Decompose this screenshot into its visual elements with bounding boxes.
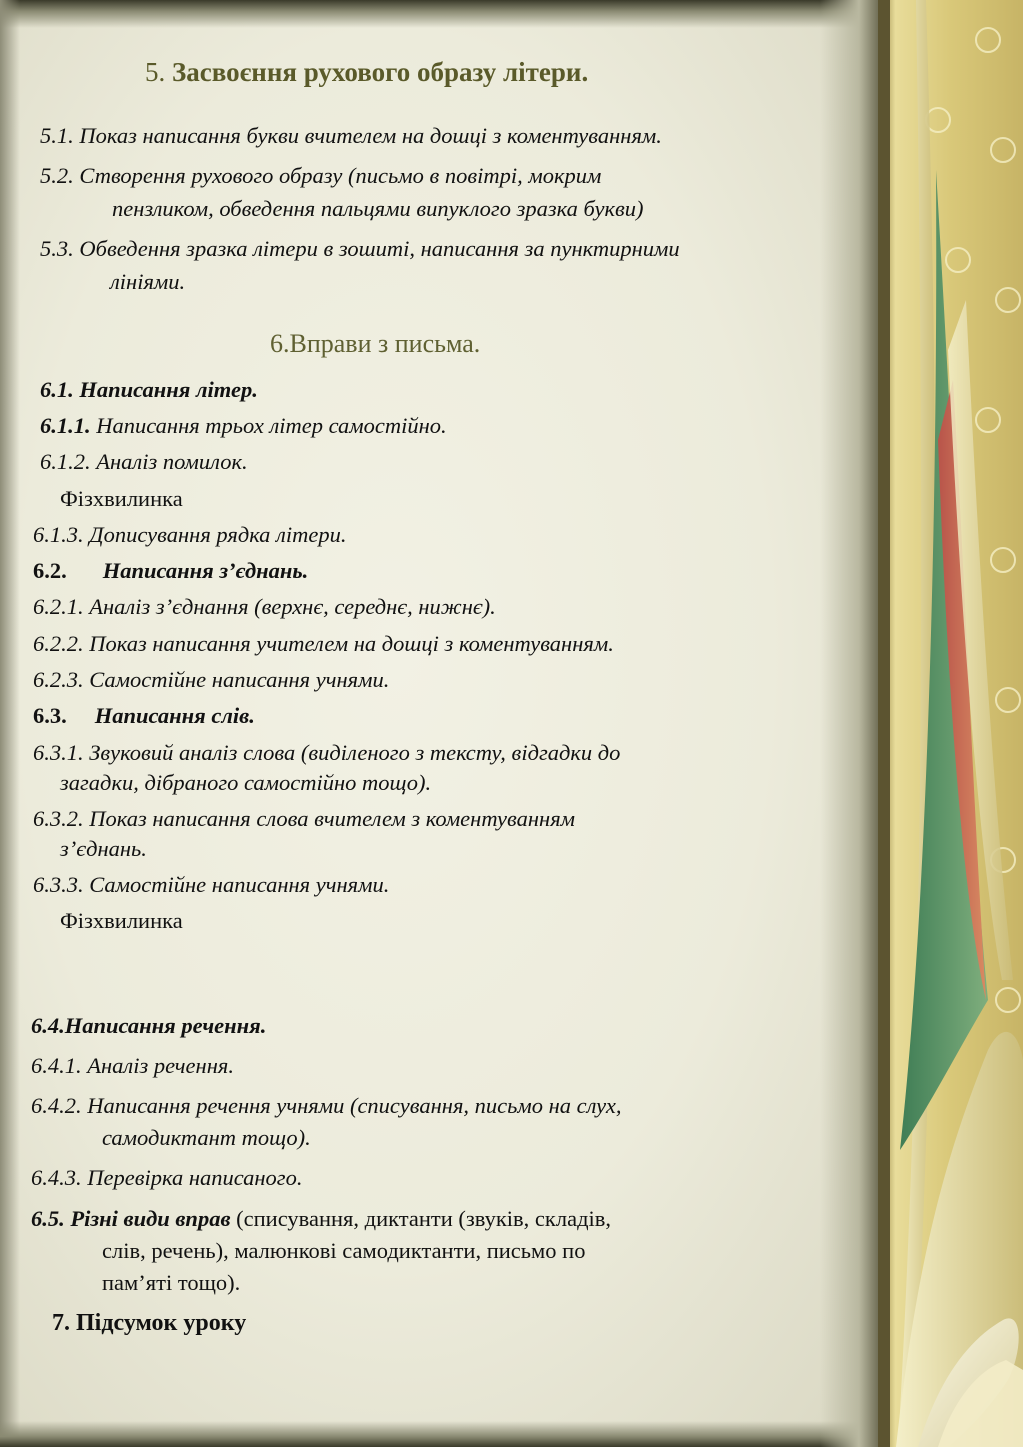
item-6-5-line3: пам’яті тощо). (102, 1270, 241, 1295)
item-6-3-2-line1: 6.3.2. Показ написання слова вчителем з коментуванням (33, 806, 576, 831)
item-6-3-3: 6.3.3. Самостійне написання учнями. (33, 872, 390, 897)
item-6-5-line2: слів, речень), малюнкові самодиктанти, письмо по (102, 1238, 586, 1263)
item-6-3-1-line1: 6.3.1. Звуковий аналіз слова (виділеного з тексту, відгадки до (33, 740, 621, 765)
item-6-4-2-line1: 6.4.2. Написання речення учнями (списування, письмо на слух, (31, 1093, 622, 1118)
left-shadow (0, 0, 20, 1447)
item-6-3-1-line2: загадки, дібраного самостійно тощо). (60, 770, 432, 795)
section-6-heading: 6.Вправи з письма. (270, 329, 481, 358)
fizkhvylynka-2: Фізхвилинка (60, 908, 183, 933)
item-5-1: 5.1. Показ написання букви вчителем на дошці з коментуванням. (40, 123, 662, 148)
item-6-3-text: Написання слів. (94, 703, 255, 728)
section-7-heading: 7. Підсумок уроку (52, 1310, 247, 1336)
item-6-1-1-text: Написання трьох літер самостійно. (90, 413, 447, 438)
item-6-2-text: Написання з’єднань. (102, 558, 309, 583)
item-6-2 (33, 555, 308, 587)
item-6-3 (33, 700, 255, 732)
fizkhvylynka-1: Фізхвилинка (60, 486, 183, 511)
item-6-3-number: 6.3. (33, 703, 67, 728)
item-6-1-3: 6.1.3. Дописування рядка літери. (33, 522, 347, 547)
item-6-1: 6.1. Написання літер. (40, 377, 258, 402)
item-6-4-1: 6.4.1. Аналіз речення. (31, 1053, 234, 1078)
right-shadow (820, 0, 880, 1447)
item-6-2-2: 6.2.2. Показ написання учителем на дошці з коментуванням. (33, 631, 614, 656)
item-6-2-number: 6.2. (33, 558, 67, 583)
section-5-title: Засвоєння рухового образу літери. (172, 57, 589, 87)
item-6-2-3: 6.2.3. Самостійне написання учнями. (33, 667, 390, 692)
item-6-4: 6.4.Написання речення. (31, 1013, 267, 1038)
item-6-3-2-line2: з’єднань. (60, 836, 147, 861)
item-6-4-2-line2: самодиктант тощо). (102, 1125, 311, 1150)
item-6-5-text-1: (списування, диктанти (звуків, складів, (230, 1206, 612, 1231)
item-6-1-2: 6.1.2. Аналіз помилок. (40, 449, 248, 474)
item-5-3-line2: лініями. (110, 269, 186, 294)
item-6-2-1: 6.2.1. Аналіз з’єднання (верхнє, середнє, нижнє). (33, 594, 496, 619)
top-shadow (0, 0, 880, 28)
item-5-3-line1: 5.3. Обведення зразка літери в зошиті, написання за пунктирними (40, 236, 680, 261)
item-6-4-3: 6.4.3. Перевірка написаного. (31, 1165, 303, 1190)
item-6-5-line1 (31, 1203, 611, 1235)
bottom-shadow (0, 1421, 880, 1447)
decorative-drape-border (878, 0, 1023, 1447)
item-5-2-line1: 5.2. Створення рухового образу (письмо в повітрі, мокрим (40, 163, 602, 188)
section-5-heading (145, 56, 588, 88)
item-6-1-1 (40, 410, 447, 442)
section-5-number: 5. (145, 57, 166, 87)
item-6-1-1-number: 6.1.1. (40, 413, 91, 438)
item-5-2-line2: пензликом, обведення пальцями випуклого зразка букви) (112, 196, 644, 221)
item-6-5-title: 6.5. Різні види вправ (31, 1206, 231, 1231)
